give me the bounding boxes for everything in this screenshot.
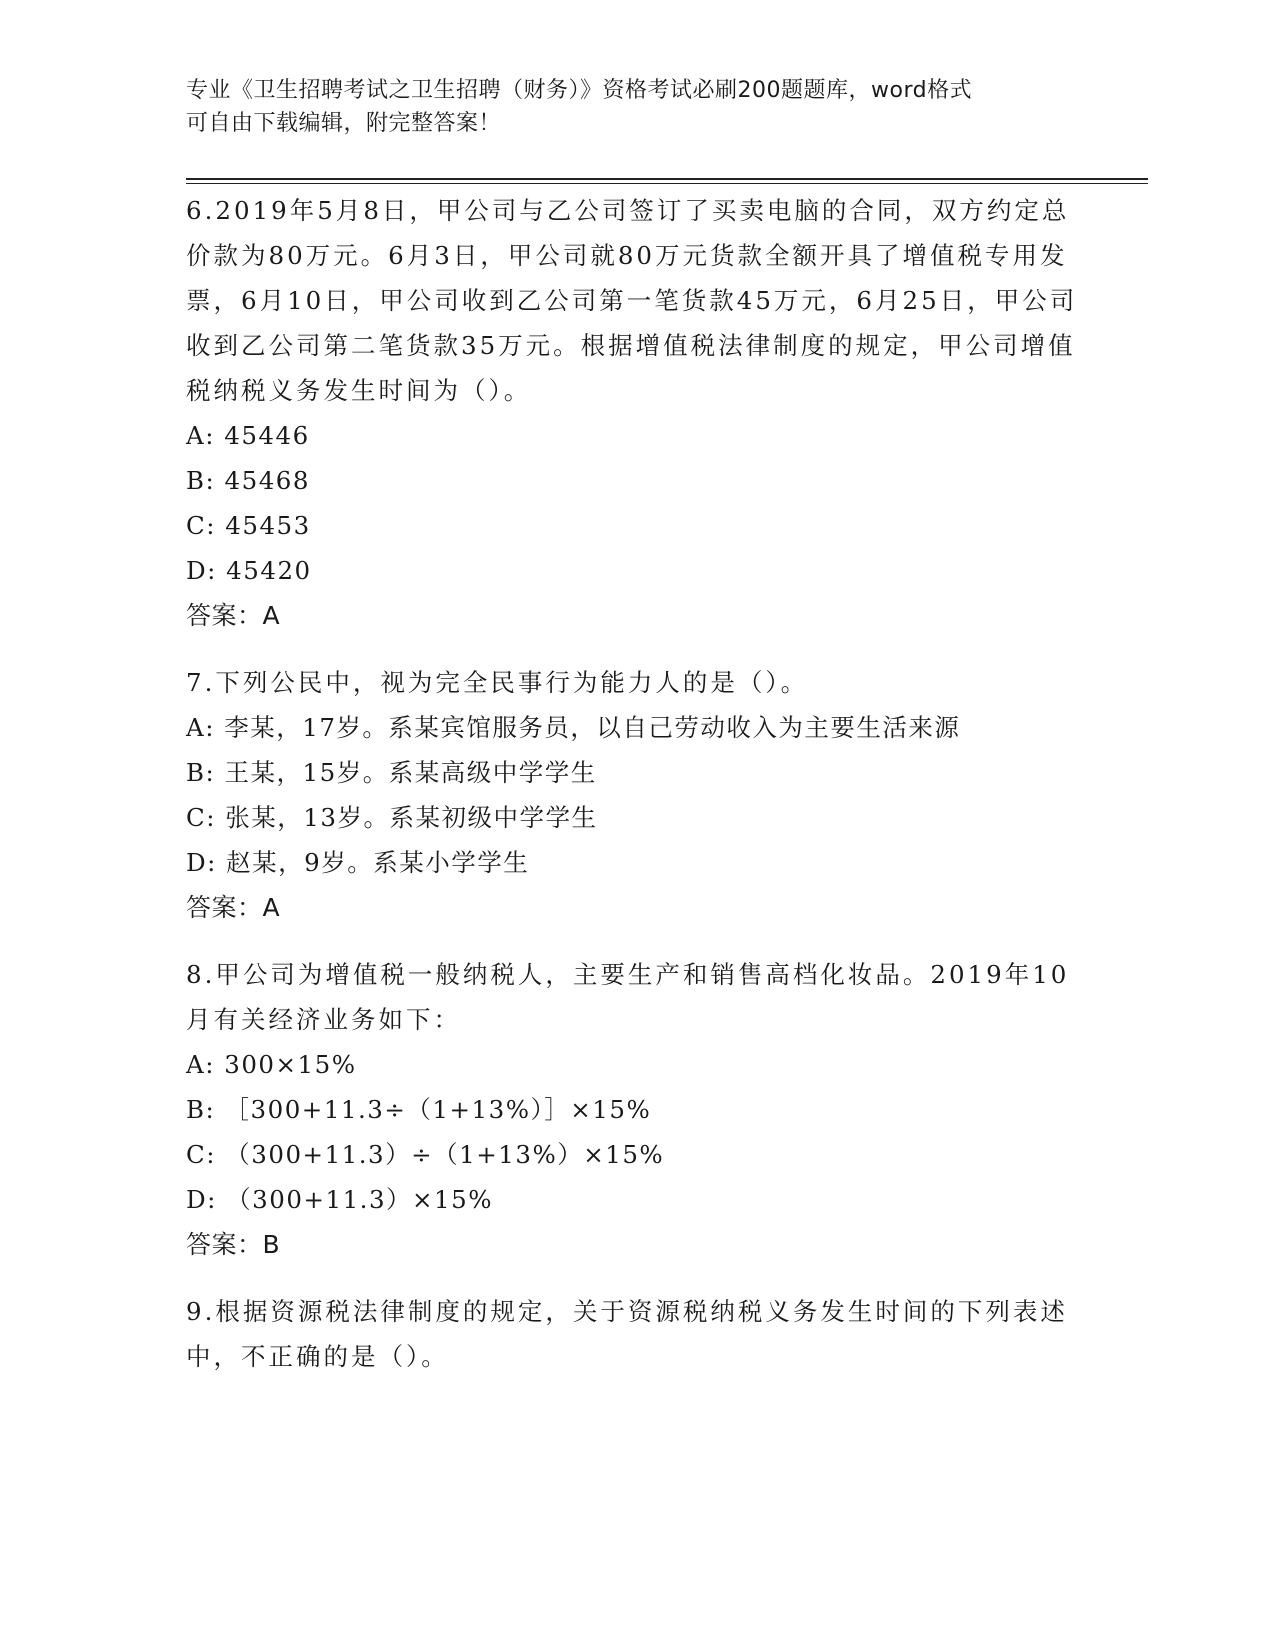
option-c: C: 张某，13岁。系某初级中学学生	[186, 803, 598, 832]
question-list	[186, 188, 1086, 1401]
question-7	[186, 660, 1086, 930]
header-rule-thick	[186, 178, 1148, 180]
option-a: A: 300×15%	[186, 1050, 357, 1079]
question-text: 8.甲公司为增值税一般纳税人，主要生产和销售高档化妆品。2019年10月有关经济业务如下：	[186, 960, 1070, 1034]
question-9	[186, 1289, 1086, 1379]
option-a: A: 45446	[186, 421, 310, 450]
option-d: D: 45420	[186, 556, 312, 585]
question-6	[186, 188, 1086, 638]
question-text: 7.下列公民中，视为完全民事行为能力人的是（）。	[186, 668, 809, 697]
answer-label: 答案：B	[186, 1230, 281, 1259]
header-rule-thin	[186, 183, 1148, 184]
question-8	[186, 952, 1086, 1267]
question-text: 6.2019年5月8日，甲公司与乙公司签订了买卖电脑的合同，双方约定总价款为80万元。6月3日，甲公司就80万元货款全额开具了增值税专用发票，6月10日，甲公司收到乙公司第一笔货款45万元，6月25日，甲公司收到乙公司第二笔货款35万元。根据增值税法律制度的规定，甲公司增值税纳税义务发生时间为（）。	[186, 196, 1078, 405]
option-d: D: 赵某，9岁。系某小学学生	[186, 848, 530, 877]
option-b: B: 王某，15岁。系某高级中学学生	[186, 758, 597, 787]
answer-label: 答案：A	[186, 601, 281, 630]
option-c: C: 45453	[186, 511, 311, 540]
option-c: C: （300+11.3）÷（1+13%）×15%	[186, 1140, 665, 1169]
answer-label: 答案：A	[186, 893, 281, 922]
header-line-2: 可自由下载编辑，附完整答案！	[186, 111, 502, 136]
question-text: 9.根据资源税法律制度的规定，关于资源税纳税义务发生时间的下列表述中，不正确的是（）。	[186, 1297, 1068, 1371]
option-b: B: ［300+11.3÷（1+13%）］×15%	[186, 1095, 652, 1124]
document-header	[186, 74, 1066, 140]
option-d: D: （300+11.3）×15%	[186, 1185, 494, 1214]
option-b: B: 45468	[186, 466, 310, 495]
option-a: A: 李某，17岁。系某宾馆服务员，以自己劳动收入为主要生活来源	[186, 713, 961, 742]
header-line-1: 专业《卫生招聘考试之卫生招聘（财务）》资格考试必刷200题题库，word格式	[186, 78, 973, 103]
